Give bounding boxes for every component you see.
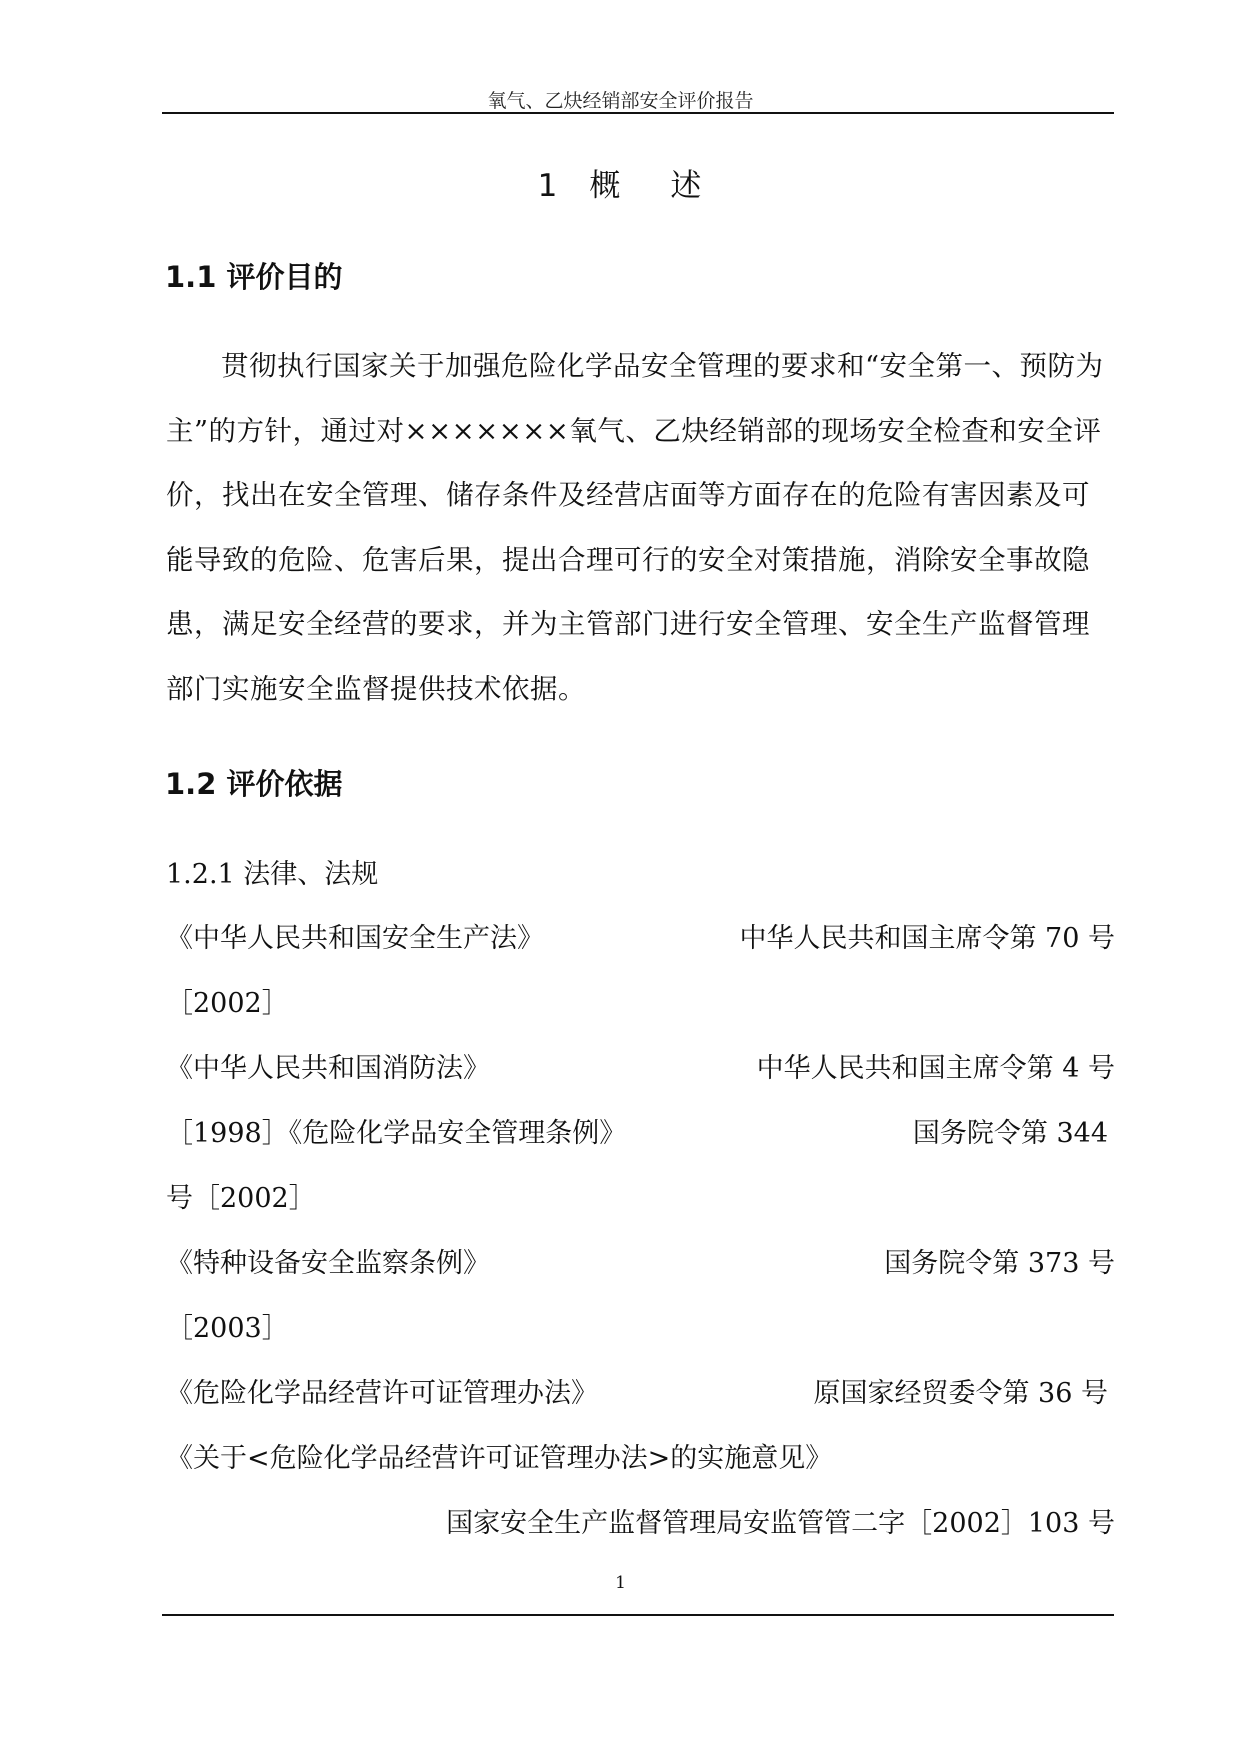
section-heading-basis: 1.2 评价依据 (165, 767, 343, 801)
law-item-issuer: 中华人民共和国主席令第 70 号 (739, 923, 1115, 954)
law-item-issuer: 中华人民共和国主席令第 4 号 (756, 1053, 1115, 1084)
law-item-title: 《中华人民共和国安全生产法》 (166, 923, 544, 954)
law-item-year: 号［2002］ (166, 1183, 316, 1214)
running-header: 氧气、乙炔经销部安全评价报告 (487, 90, 754, 112)
subsection-heading-laws: 1.2.1 法律、法规 (166, 859, 379, 890)
law-item-title: 《中华人民共和国消防法》 (166, 1053, 490, 1084)
chapter-title (0, 160, 1241, 205)
law-item-title: 《特种设备安全监察条例》 (166, 1248, 490, 1279)
law-item-title: ［1998］《危险化学品安全管理条例》 (166, 1118, 627, 1149)
chapter-title-char-2: 述 (670, 168, 704, 204)
law-item-issuer: 国务院令第 344 (912, 1118, 1108, 1149)
law-item-issuer: 国务院令第 373 号 (884, 1248, 1115, 1279)
law-item-year: ［2002］ (166, 988, 289, 1019)
footer-rule (162, 1614, 1114, 1616)
chapter-number: 1 (537, 168, 560, 204)
law-item-issuer: 原国家经贸委令第 36 号 (813, 1378, 1108, 1409)
chapter-title-char-1: 概 (589, 168, 623, 204)
section-heading-purpose: 1.1 评价目的 (165, 260, 343, 294)
law-item-title: 《危险化学品经营许可证管理办法》 (166, 1378, 598, 1409)
law-item-year: ［2003］ (166, 1313, 289, 1344)
law-item-issuer: 国家安全生产监督管理局安监管管二字［2002］103 号 (446, 1508, 1115, 1539)
header-rule (162, 112, 1114, 114)
law-item-title: 《关于<危险化学品经营许可证管理办法>的实施意见》 (166, 1443, 833, 1474)
purpose-paragraph: 贯彻执行国家关于加强危险化学品安全管理的要求和“安全第一、预防为主”的方针，通过对×××××××氧气、乙炔经销部的现场安全检查和安全评价，找出在安全管理、储存条件及经营店面等方面存在的危险有害因素及可能导致的危险、危害后果，提出合理可行的安全对策措施，消除安全事故隐患，满足安全经营的要求，并为主管部门进行安全管理、安全生产监督管理部门实施安全监督提供技术依据。 (166, 350, 1104, 705)
page-number: 1 (615, 1573, 626, 1593)
